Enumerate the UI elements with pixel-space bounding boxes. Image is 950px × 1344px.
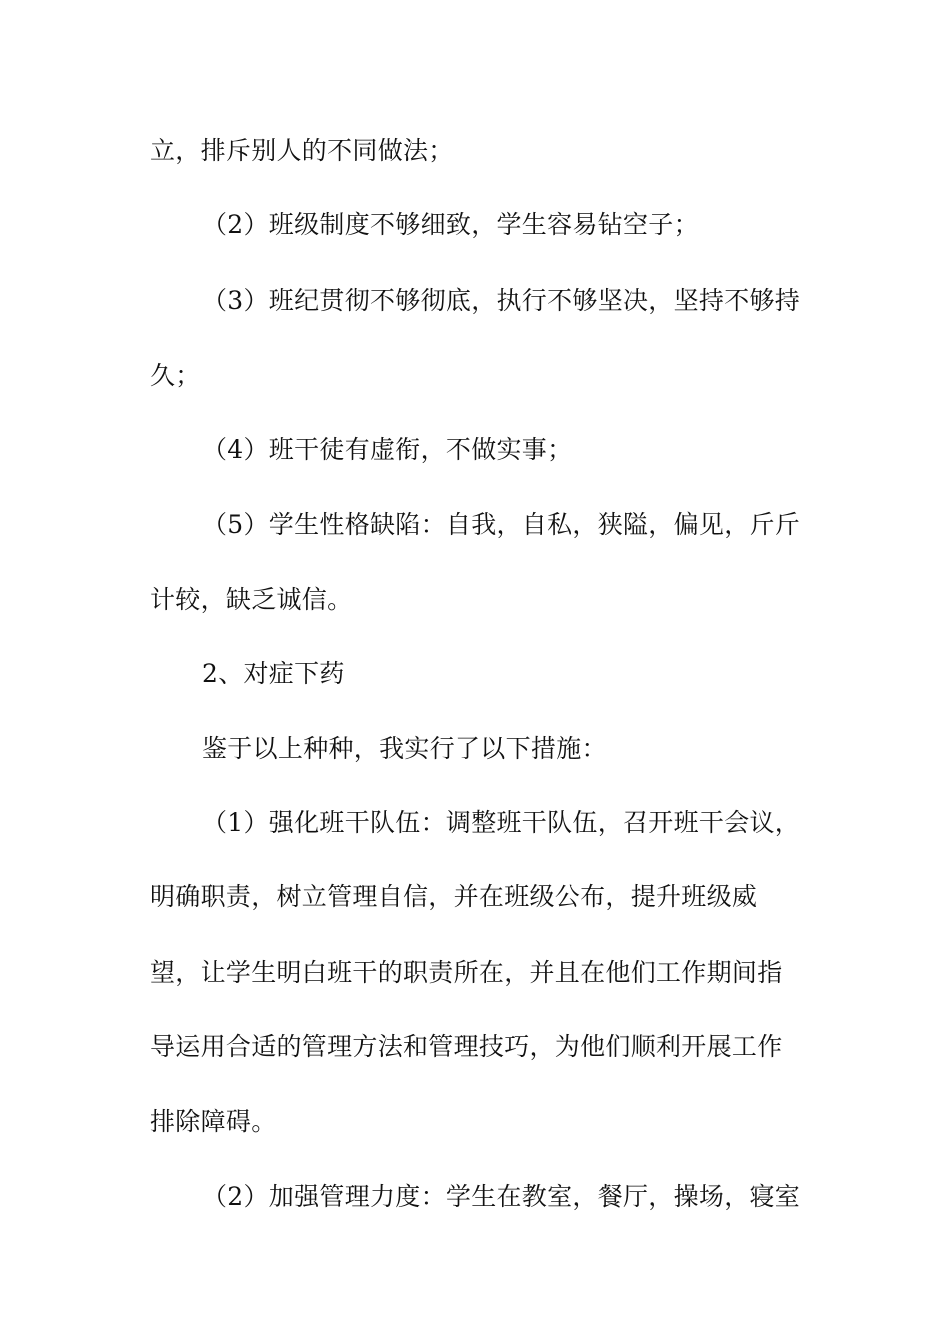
text-line: 明确职责，树立管理自信，并在班级公布，提升班级威 [150,882,758,911]
text-line: （5）学生性格缺陷：自我，自私，狭隘，偏见，斤斤 [202,510,801,539]
text-line: 立，排斥别人的不同做法； [150,136,454,165]
text-line: （1）强化班干队伍：调整班干队伍，召开班干会议， [202,808,801,837]
text-line: 计较，缺乏诚信。 [150,585,353,614]
text-line: 鉴于以上种种，我实行了以下措施： [202,734,607,763]
text-line: 久； [150,361,201,390]
text-line: 排除障碍。 [150,1107,277,1136]
section-heading: 2、对症下药 [202,659,345,688]
text-line: （2）加强管理力度：学生在教室，餐厅，操场，寝室 [202,1182,801,1211]
text-line: （4）班干徒有虚衔，不做实事； [202,435,573,464]
text-line: 望，让学生明白班干的职责所在，并且在他们工作期间指 [150,958,783,987]
text-line: 导运用合适的管理方法和管理技巧，为他们顺利开展工作 [150,1032,783,1061]
text-line: （2）班级制度不够细致，学生容易钻空子； [202,210,699,239]
text-line: （3）班纪贯彻不够彻底，执行不够坚决，坚持不够持 [202,286,801,315]
